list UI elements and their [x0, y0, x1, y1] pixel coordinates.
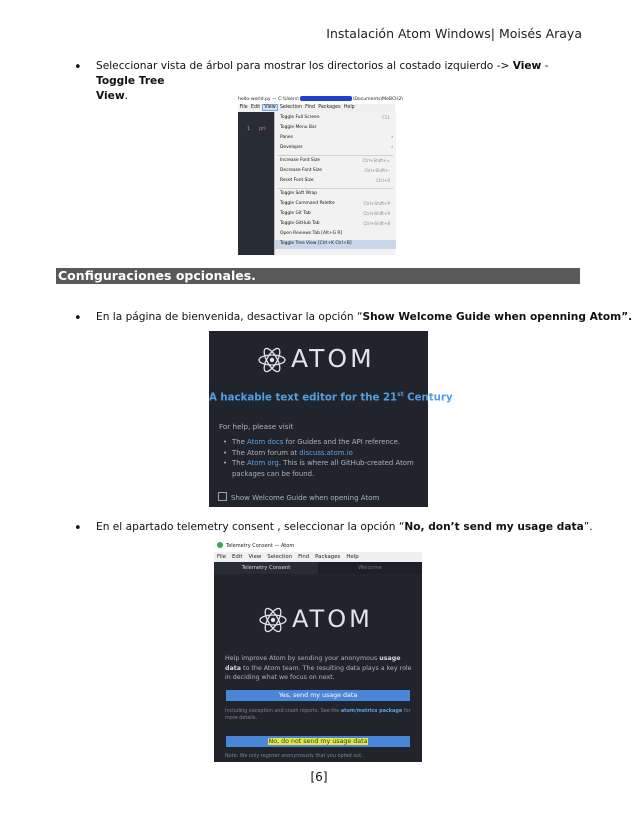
tagline-text: A hackable text editor for the 21	[209, 392, 398, 404]
menu-bar	[238, 104, 395, 112]
bullet3-bold: No, don’t send my usage data	[404, 521, 584, 533]
tagline	[209, 391, 453, 404]
atom-logo-icon	[257, 345, 287, 375]
small-post: for more details.	[225, 708, 411, 722]
item-pre: The Atom forum at	[232, 448, 300, 457]
tab-welcome[interactable]: Welcome	[358, 565, 382, 571]
menu-edit[interactable]: Edit	[250, 105, 261, 110]
link-discuss[interactable]: discuss.atom.io	[299, 448, 353, 457]
menu-view[interactable]: View	[248, 554, 262, 560]
menu-selection[interactable]: Selection	[267, 554, 293, 560]
menu-file[interactable]: File	[239, 105, 248, 110]
list-item	[223, 458, 423, 479]
bullet1-end: .	[124, 90, 128, 102]
redaction-mark	[300, 96, 352, 101]
title-left: hello-world.py — C:\Users\	[238, 97, 299, 102]
list-item	[223, 437, 423, 448]
menu-help[interactable]: Help	[346, 554, 359, 560]
item-post: for Guides and the API reference.	[283, 438, 401, 446]
tab-telemetry-consent[interactable]: Telemetry Consent	[214, 562, 318, 574]
telemetry-text-post: to the Atom team. The resulting data plays a key role in deciding what we focus on next.	[225, 664, 412, 682]
page-number: [6]	[310, 770, 328, 784]
screenshot-telemetry-consent	[214, 541, 422, 762]
window-titlebar	[238, 96, 404, 104]
window-title: Telemetry Consent — Atom	[226, 543, 295, 549]
menu-shortcut: F11	[382, 115, 390, 120]
menu-bar	[214, 552, 422, 562]
no-button-label: No, do not send my usage data	[268, 738, 368, 745]
link-metrics-package[interactable]: atom/metrics package	[340, 708, 403, 714]
menu-help[interactable]: Help	[343, 105, 355, 110]
bullet-marker: •	[74, 311, 82, 326]
telemetry-small-print	[225, 708, 415, 723]
view-dropdown-menu	[274, 112, 396, 255]
menu-item-toggle-full-screen[interactable]: Toggle Full Screen	[280, 115, 320, 120]
bullet1-bold-view2: View	[96, 90, 125, 102]
page-header: Instalación Atom Windows| Moisés Araya	[326, 26, 582, 41]
menu-item-panes[interactable]: Panes	[280, 135, 293, 140]
menu-edit[interactable]: Edit	[232, 554, 243, 560]
small-pre: Including exception and crash reports. See the	[225, 708, 341, 714]
checkbox-label: Show Welcome Guide when opening Atom	[231, 494, 380, 502]
screenshot-welcome-guide	[209, 331, 453, 507]
menu-packages[interactable]: Packages	[315, 554, 341, 560]
bullet1-bold-view: View	[512, 60, 542, 72]
telemetry-description	[225, 654, 415, 683]
opt-out-note: Note: We only register anonymously that you opted out.	[225, 753, 363, 759]
menu-view[interactable]: View	[262, 104, 279, 111]
menu-item-command-palette[interactable]: Toggle Command Palette	[280, 201, 335, 206]
menu-item-github-tab[interactable]: Toggle GitHub Tab	[280, 221, 320, 226]
menu-item-toggle-menu-bar[interactable]: Toggle Menu Bar	[280, 125, 317, 130]
menu-shortcut: Ctrl+Shift+9	[363, 211, 390, 216]
bullet2-text: En la página de bienvenida, desactivar la opción “	[96, 311, 363, 323]
menu-shortcut: Ctrl+Shift+8	[363, 221, 390, 226]
menu-file[interactable]: File	[217, 554, 227, 560]
menu-shortcut: Ctrl+Shift+P	[363, 201, 390, 206]
title-right: \Documents\MeBCH2\	[352, 97, 404, 102]
atom-app-icon	[217, 542, 223, 548]
menu-item-open-reviews[interactable]: Open Reviews Tab [Alt+G R]	[280, 231, 343, 236]
menu-item-increase-font[interactable]: Increase Font Size	[280, 158, 320, 163]
chevron-right-icon: ›	[391, 145, 393, 150]
menu-packages[interactable]: Packages	[318, 105, 341, 110]
bullet1-bold-toggle: Toggle Tree	[96, 75, 165, 87]
welcome-guide-checkbox[interactable]	[218, 492, 379, 502]
telemetry-text-bold: usage data	[225, 655, 401, 672]
menu-divider	[278, 188, 393, 189]
atom-logo-icon	[258, 605, 288, 635]
tagline-end: Century	[403, 392, 453, 404]
menu-item-git-tab[interactable]: Toggle Git Tab	[280, 211, 311, 216]
menu-item-developer[interactable]: Developer	[280, 145, 303, 150]
list-item	[223, 448, 423, 459]
window-titlebar	[214, 541, 422, 552]
bullet2-bold: Show Welcome Guide when openning Atom	[362, 311, 622, 323]
link-atom-org[interactable]: Atom org	[247, 459, 279, 467]
yes-send-usage-button[interactable]: Yes, send my usage data	[226, 690, 410, 701]
bullet-text-welcome	[96, 310, 632, 325]
screenshot-view-menu	[238, 96, 404, 255]
menu-divider	[278, 155, 393, 156]
chevron-right-icon: ›	[391, 135, 393, 140]
item-post: . This is where all GitHub-created Atom packages can be found.	[232, 459, 414, 478]
bullet2-end: ”.	[621, 311, 633, 323]
menu-item-soft-wrap[interactable]: Toggle Soft Wrap	[280, 191, 317, 196]
help-list	[223, 437, 423, 479]
item-pre: The	[232, 459, 248, 467]
checkbox-box[interactable]	[218, 492, 227, 501]
editor-pane	[238, 112, 274, 255]
menu-selection[interactable]: Selection	[279, 105, 302, 110]
telemetry-text-pre: Help improve Atom by sending your anonymous	[225, 655, 380, 662]
atom-wordmark: ATOM	[291, 344, 375, 373]
tagline-sup: st	[397, 391, 404, 398]
menu-find[interactable]: Find	[305, 105, 315, 110]
section-heading: Configuraciones opcionales.	[56, 268, 580, 284]
menu-find[interactable]: Find	[298, 554, 310, 560]
atom-wordmark: ATOM	[292, 605, 373, 633]
bullet3-end: ”.	[583, 521, 593, 533]
menu-shortcut: Ctrl+Shift+-	[364, 168, 390, 173]
bullet1-text: Seleccionar vista de árbol para mostrar los directorios al costado izquierdo ->	[96, 60, 513, 72]
help-heading: For help, please visit	[219, 422, 294, 431]
menu-item-reset-font[interactable]: Reset Font Size	[280, 178, 314, 183]
bullet3-text: En el apartado telemetry consent , seleccionar la opción “	[96, 521, 405, 533]
menu-shortcut: Ctrl+0	[376, 178, 390, 183]
no-send-usage-button[interactable]	[226, 736, 410, 747]
bullet-marker: •	[74, 521, 82, 536]
menu-item-decrease-font[interactable]: Decrease Font Size	[280, 168, 322, 173]
bullet1-sep: -	[541, 60, 549, 72]
menu-item-toggle-tree-view[interactable]: Toggle Tree View [Ctrl+K Ctrl+B]	[280, 241, 352, 246]
link-atom-docs[interactable]: Atom docs	[247, 438, 284, 446]
code-text: pri	[259, 126, 266, 132]
menu-shortcut: Ctrl+Shift+=	[362, 158, 390, 163]
bullet-marker: •	[74, 60, 82, 75]
bullet-text-telemetry	[96, 520, 593, 535]
tab-bar	[214, 562, 422, 574]
line-number: 1	[247, 126, 251, 132]
item-pre: The	[232, 438, 248, 446]
